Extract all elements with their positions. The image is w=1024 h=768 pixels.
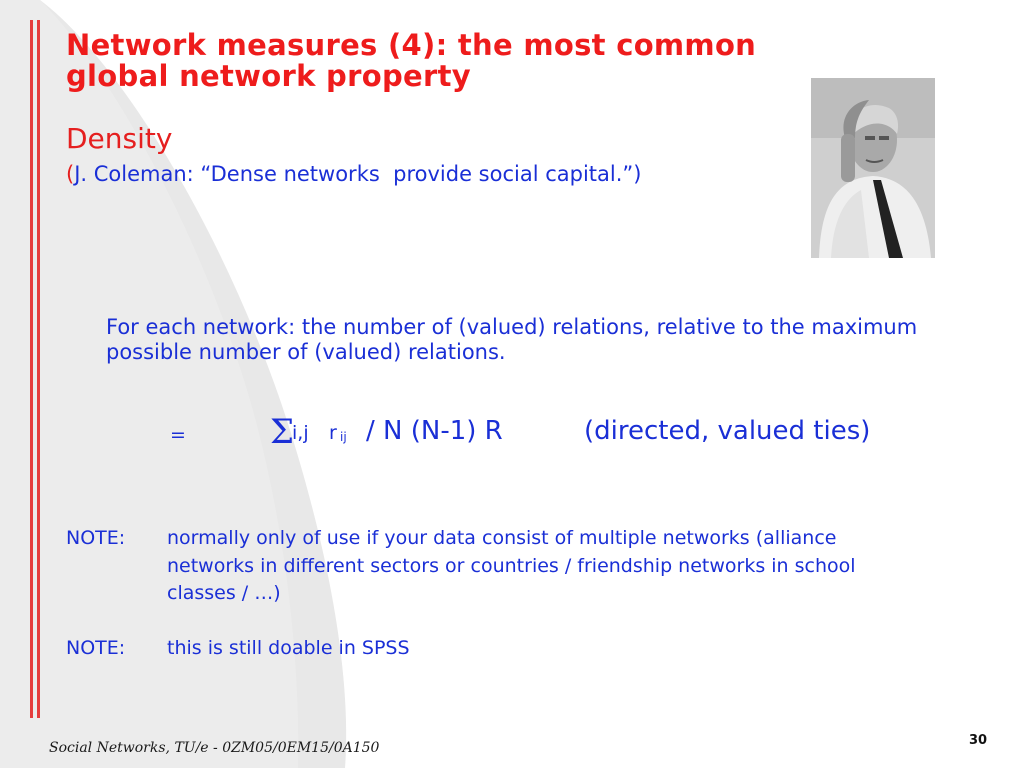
slide-footer: Social Networks, TU/e - 0ZM05/0EM15/0A150 [49, 740, 380, 756]
slide-subtitle: Density [66, 122, 173, 155]
slide-title [66, 30, 896, 92]
portrait-photo [811, 78, 935, 258]
coleman-quote [66, 161, 642, 187]
portrait-image [811, 78, 935, 258]
title-line-1: Network measures (4): the most common [66, 28, 757, 62]
note-multiple-networks [66, 525, 966, 615]
note-label: NOTE: [66, 637, 126, 659]
left-rule-inner [37, 20, 40, 718]
title-line-2: global network property [66, 59, 471, 93]
formula-index: i,j [292, 422, 309, 444]
quote-text: J. Coleman: “Dense networks provide social capital.”) [74, 162, 642, 186]
density-definition: For each network: the number of (valued) relations, relative to the maximum possible number of (valued) relations. [106, 315, 918, 364]
formula-denominator: / N (N-1) R [366, 416, 503, 446]
note-text: normally only of use if your data consist of multiple networks (alliance networks in different sectors or countries / friendship networks in school classes / …) [167, 527, 856, 604]
sigma-symbol: Σ [270, 412, 295, 452]
formula-r: r [329, 422, 337, 444]
page-number: 30 [969, 733, 988, 748]
left-rule [30, 20, 33, 718]
formula-note: (directed, valued ties) [584, 416, 871, 446]
formula-r-subscript: ij [340, 430, 347, 444]
note-text: this is still doable in SPSS [167, 637, 410, 659]
note-label: NOTE: [66, 527, 126, 549]
formula-equals: = [170, 424, 186, 446]
note-spss [66, 635, 966, 665]
quote-open-paren: ( [66, 162, 75, 186]
